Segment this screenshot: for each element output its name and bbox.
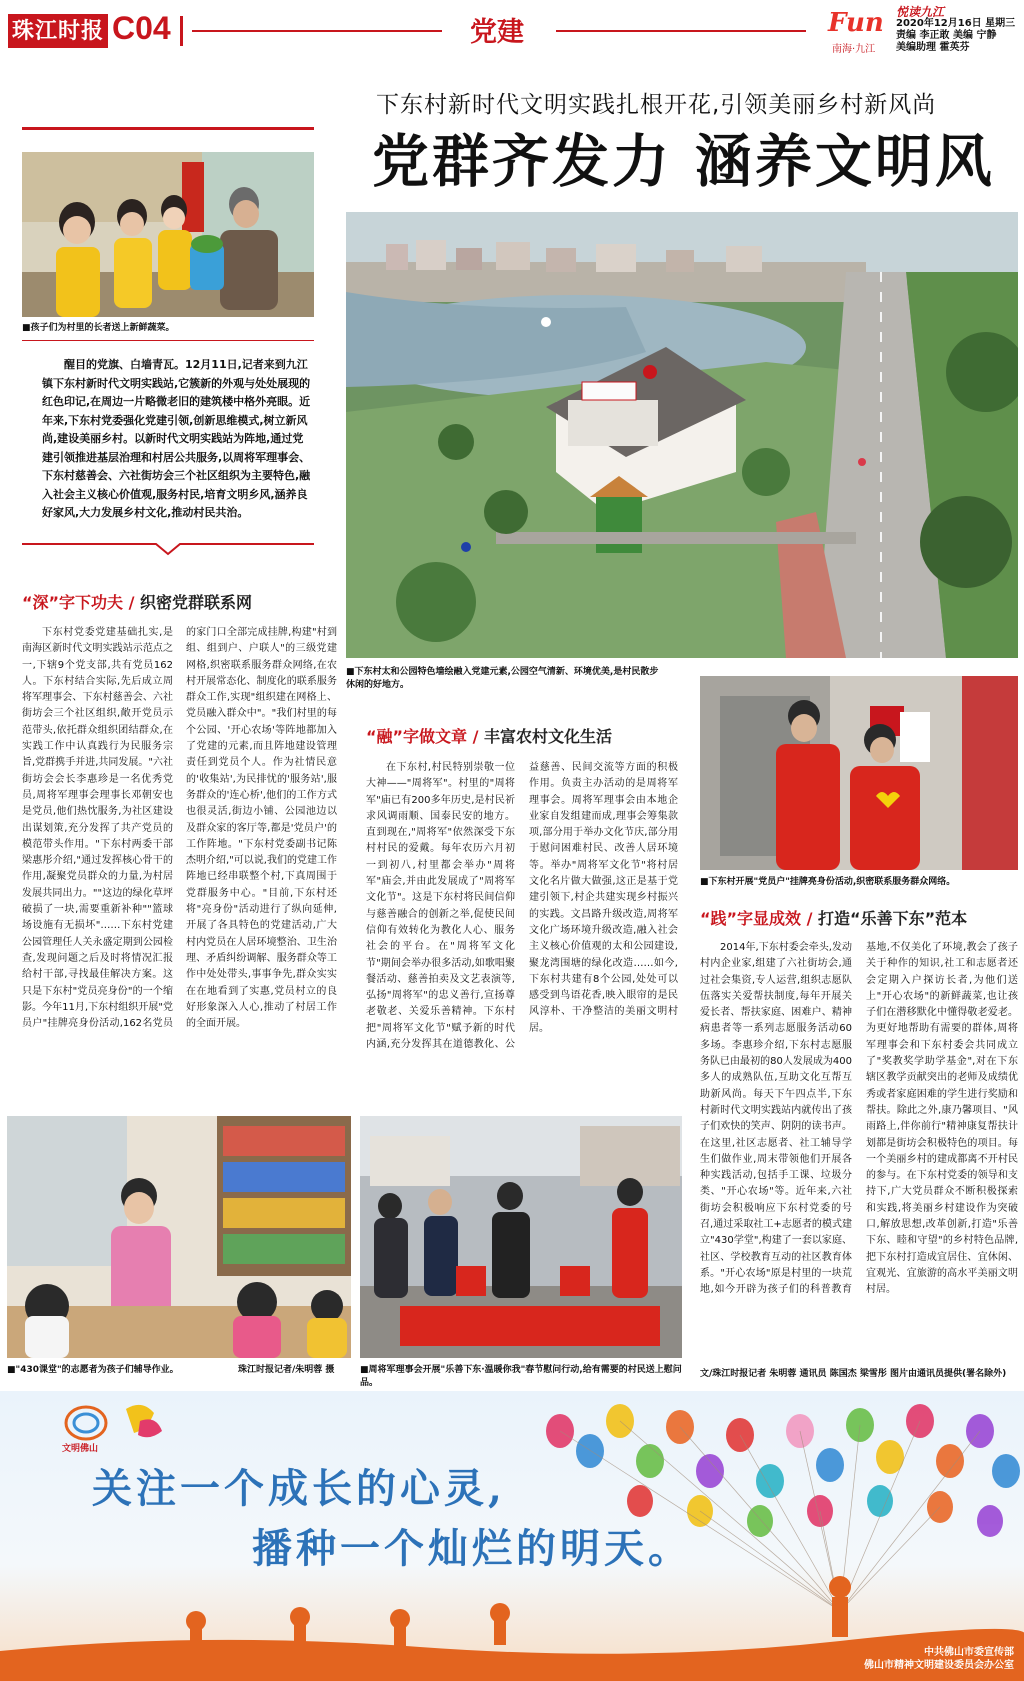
public-service-ad: [0, 1391, 1024, 1681]
caption-classroom: ■"430课堂"的志愿者为孩子们辅导作业。: [7, 1365, 179, 1375]
article-lead: 醒目的党旗、白墙青瓦。12月11日,记者来到九江镇下东村新时代文明实践站,它簇新的外观与处处展现的红色印记,在周边一片略微老旧的建筑楼中格外亮眼。近年来,下东村党委强化党建引领,创新思维模式,树立新风尚,建设美丽乡村。以新时代文明实践站为阵地,通过党建引领推进基层治理和村居公共服务,以周将军理事会、下东村慈善会、六社街坊会三个社区组织为主要特色,融入社会主义核心价值观,服务村民,培育文明乡风,涵养良好家风,大力发展乡村文化,推动村民共治。: [42, 358, 311, 519]
lead-top-rule: [22, 127, 314, 130]
article-byline: 文/珠江时报记者 朱明蓉 通讯员 陈国杰 梁雪彤 图片由通讯员提供(署名除外): [700, 1369, 1007, 1379]
section-2-title: 丰富农村文化生活: [484, 727, 613, 746]
heading-slash: /: [128, 593, 141, 612]
column-tag: 悦读九江: [896, 5, 945, 19]
article-title: 党群齐发力 涵养文明风: [372, 128, 995, 195]
page-number: C04: [112, 10, 171, 46]
photo-classroom: [7, 1116, 351, 1358]
lead-divider: [22, 538, 314, 558]
newspaper-logo: 珠江时报: [8, 14, 108, 48]
photo-gathering: [360, 1116, 682, 1358]
editor-line: 责编 李正敢 美编 宁静: [896, 30, 997, 41]
issue-info: [896, 6, 1015, 54]
section-2-body: [366, 760, 678, 1082]
section-2-heading: [366, 724, 612, 747]
article-subtitle: 下东村新时代文明实践扎根开花,引领美丽乡村新风尚: [376, 92, 937, 118]
editor-line: 美编助理 霍英芬: [896, 42, 970, 53]
section-3-text: 2014年,下东村委会牵头,发动村内企业家,组建了六社街坊会,通过社会集资,专人运营,组织志愿队伍落实关爱帮扶制度,每年开展关爱长者、帮扶家庭、困难户、精神病患者等一系列志愿服务活动60多场。李惠珍介绍,下东村志愿服务队已由最初的80人发展成为400多人的成熟队伍,互助文化互帮互助新风尚。每天下午四点半,下东村新时代文明实践站内就传出了孩子们欢快的笑声、阴阴的读书声。在这里,社区志愿者、社工辅导学生们做作业,周末带领他们开展各种实践活动,包括手工课、垃圾分类、"开心农场"等。近年来,六社街坊会积极响应下东村党委的号召,通过采取社工+志愿者的模式建立"430学堂",构建了一套以家庭、社区、学校教育互动的社区教育体系。"开心农场"原是村里的一块荒地,如今开辟为孩子们的科普教育基地,不仅美化了环境,教会了孩子关于种作的知识,社工和志愿者还会定期入户探访长者,为他们送上"开心农场"的新鲜蔬菜,也让孩子们在潜移默化中懂得敬老爱老。为更好地帮助有需要的群体,周将军理事会和下东村委会共同成立了"奖教奖学助学基金",对在下东辖区教学贡献突出的老师及成绩优秀或者家庭困难的学生进行奖励和帮扶。除此之外,康乃馨项目、"风雨路上,伴你前行"精神康复帮扶计划都是街坊会积极特色的项目。每一个美丽乡村的建成都离不开村民的参与。在下东村党委的领导和支持下,广大党员群众不断积极探索和实践,将美丽乡村建设作为突破口,解放思想,改革创新,打造"乐善下东、睦和守望"的乡村特色品牌,把下东村打造成宜居住、宜休闲、宜观光、宜旅游的高水平美丽文明村居。: [700, 942, 1018, 1296]
photo-village-aerial: [346, 212, 1018, 658]
ad-sponsor-2: 佛山市精神文明建设委员会办公室: [864, 1660, 1014, 1671]
caption-kids: ■孩子们为村里的长者送上新鲜蔬菜。: [22, 323, 175, 333]
section-2-mark: “融”字做文章: [366, 727, 468, 746]
brand-logo: [828, 8, 888, 55]
photo-kids: [22, 152, 314, 317]
header-rule-left: [192, 30, 442, 32]
caption-village-aerial: ■下东村太和公园特色墙绘融入党建元素,公园空气清新、环境优美,是村民散步休闲的好地方。: [346, 667, 659, 690]
section-1-body: [22, 625, 337, 1080]
section-3-heading: [700, 906, 967, 929]
ad-slogan-line2: 播种一个灿烂的明天。: [252, 1525, 692, 1572]
section-3-body: [700, 940, 1018, 1352]
section-3-title: 打造“乐善下东”范本: [818, 909, 968, 928]
heading-slash: /: [472, 727, 485, 746]
caption-rule: [22, 340, 314, 341]
photo-credit: 珠江时报记者/朱明蓉 摄: [238, 1365, 335, 1375]
ad-sponsor: [836, 1646, 1014, 1672]
ad-logo-text: 文明佛山: [62, 1444, 99, 1454]
brand-mark: Fun: [828, 8, 884, 38]
ad-sponsor-1: 中共佛山市委宣传部: [924, 1647, 1014, 1658]
header-rule-right: [556, 30, 806, 32]
section-1-text: 下东村党委党建基础扎实,是南海区新时代文明实践站示范点之一,下辖9个党支部,共有党员162人。下东村结合实际,先后成立周将军理事会、下东村慈善会、六社街坊会三个社区组织,敞开党员示范带头,依托群众组织团结群众,在实践工作中认真践行为民服务宗旨,党群携手并进,共同发展。"六社街坊会会长李惠珍是一名优秀党员,周将军理事会理事长邓朝安也是党员,他们热忱服务,为社区建设出谋划策,充分发挥了共产党员的模范带头作用。"下东村两委干部梁惠彤介绍,"通过发挥核心骨干的作用,凝聚党员群众的力量,为村居发展共同出力。""这边的绿化草坪破损了一块,需要重新补种""篮球场设施有无损坏"……下东村党建公园管理任人关永盛定期到公园检查,发现问题之后及时将情况汇报给村干部,寻找最佳解决方案。这只是下东村"党员亮身份"的一个缩影。今年11月,下东村组织开展"党员户"挂牌亮身份活动,162名党员的家门口全部完成挂牌,构建"村到组、组到户、户联人"的三级党建网格,织密联系服务群众网络,在农村开展常态化、制度化的联系服务群众工作,实现"组织建在网格上、党员融入群众中"。"我们村里的每个公园、'开心农场'等阵地都加入了党建的元素,而且阵地建设管理责任到党员个人。作为社情民意的'收集站',为民排忧的'服务站',服务群众的'连心桥',他们的工作方式也很灵活,街边小铺、公园池边以及群众家的客厅等,都是'党员户'的工作阵地。"下东村党委副书记陈杰明介绍,"可以说,我们的党建工作阵地已经串联整个村,下真周围于党群服务中心。"目前,下东村还将"亮身份"活动进行了纵向延伸,开展了各具特色的党建活动,广大村内党员在人居环境整治、卫生治理、矛盾纠纷调解、服务群众等工作中处处带头,事事争先,群众实实在在地看到了实惠,党员村立的良好形象深入人心,推动了村居工作的全面开展。: [22, 627, 337, 1030]
photo-volunteers: [700, 676, 1018, 870]
caption-volunteers: ■下东村开展"党员户"挂牌亮身份活动,织密联系服务群众网络。: [700, 877, 956, 887]
section-1-mark: “深”字下功夫: [22, 593, 124, 612]
ad-slogan-line1: 关注一个成长的心灵,: [92, 1465, 506, 1512]
caption-gathering: ■周将军理事会开展"乐善下东·温暖你我"春节慰问行动,给有需要的村民送上慰问品。: [360, 1365, 682, 1388]
section-name: 党建: [470, 17, 524, 48]
section-1-title: 织密党群联系网: [140, 593, 253, 612]
section-3-mark: “践”字显成效: [700, 909, 802, 928]
section-2-text: 在下东村,村民特别崇敬一位大神——"周将军"。村里的"周将军"庙已有200多年历史,是村民祈求风调雨顺、国泰民安的地方。直到现在,"周将军"依然深受下东村村民的爱戴。每年农历六月初一到初八,村里都会举办"周将军"庙会,并由此发展成了"周将军文化节"。这是下东村将民间信仰与慈善融合的创新之举,促使民间信仰有效转化为教化人心、服务社会的平台。在"周将军文化节"期间会举办很多活动,如歌唱聚餐活动、慈善拍卖及文艺表演等,弘扬"周将军"的忠义善行,宣扬尊老敬老、关爱乐善精神。下东村把"周将军文化节"赋予新的时代内涵,充分发挥其在道德教化、公益慈善、民间交流等方面的积极作用。负责主办活动的是周将军理事会。周将军理事会由本地企业家自发组建而成,理事会筹集款项,部分用于举办文化节庆,部分用于慰问困难村民、改善人居环境等。举办"周将军文化节"将村居文化名片做大做强,这正是基于党建引领下,村企共建实现乡村振兴的实践。文昌路升级改造,周将军文化广场环境升级改造,融入社会主义核心价值观的太和公园建设,聚龙湾围塘的绿化改造……如今,下东村共建有8个公园,处处可以感受到鸟语花香,映入眼帘的是民风淳朴、干净整洁的美丽文明村居。: [366, 762, 678, 1051]
header-divider: [180, 16, 183, 46]
section-1-heading: [22, 590, 252, 613]
heading-slash: /: [806, 909, 819, 928]
brand-subtitle: 南海·九江: [832, 44, 876, 55]
issue-date: 2020年12月16日 星期三: [896, 18, 1016, 29]
